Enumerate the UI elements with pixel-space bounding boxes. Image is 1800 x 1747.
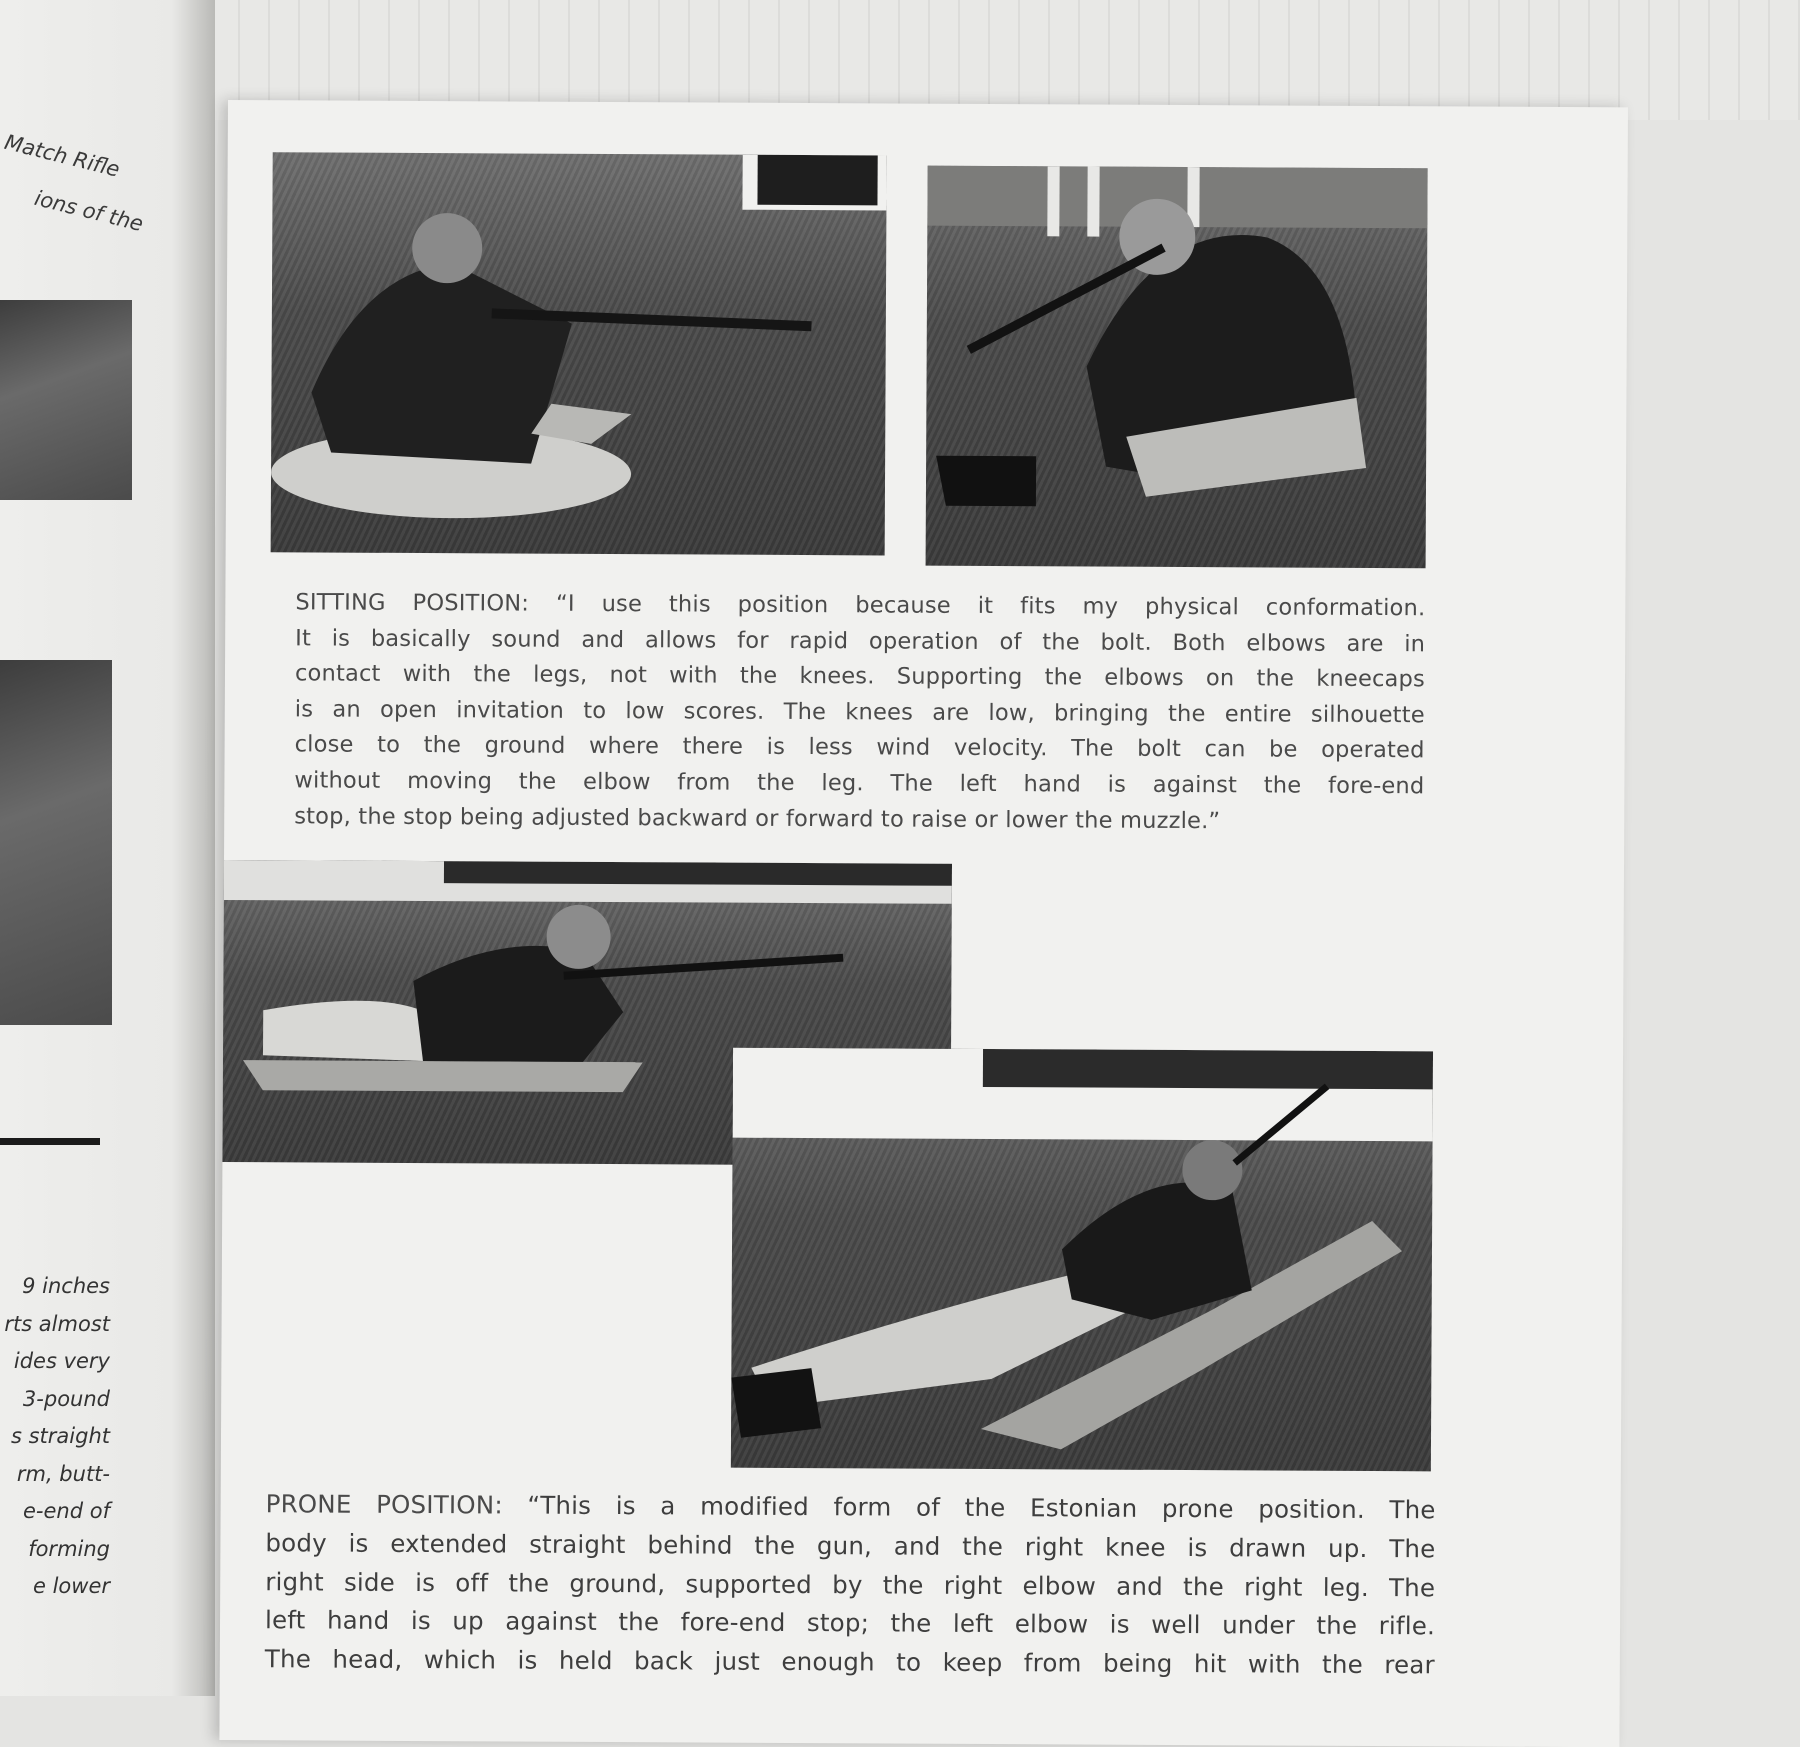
left-col-line: ides very: [13, 1349, 110, 1373]
prone-caption: [265, 1485, 1436, 1685]
left-col-line: 9 inches: [22, 1274, 110, 1298]
left-divider: [0, 1138, 100, 1145]
sitting-caption-line: stop, the stop being adjusted backward or forward to raise or lower the muzzle.”: [294, 802, 1221, 834]
left-photo-bottom: [0, 660, 112, 1025]
sitting-caption-line-1: [295, 585, 1425, 627]
left-page: [0, 0, 215, 1696]
prone-caption-lead: PRONE POSITION:: [265, 1489, 503, 1520]
prone-caption-line: The head, which is held back just enough to keep from being hit with the rear: [264, 1644, 1435, 1680]
left-photo-top: [0, 300, 132, 500]
left-column-text: [0, 1268, 110, 1606]
sitting-photo-side: [926, 166, 1428, 569]
caption-text: “This is a modified form of the Estonian prone position. The: [527, 1490, 1436, 1525]
left-top-text-2: ions of the: [32, 186, 146, 237]
sitting-caption-line: is an open invitation to low scores. The knees are low, bringing the entire silhouette: [294, 696, 1425, 729]
left-col-line: rts almost: [4, 1311, 110, 1336]
left-col-line: e lower: [32, 1574, 110, 1598]
prone-caption-line: left hand is up against the fore-end stop; the left elbow is well under the rifle.: [264, 1605, 1436, 1641]
left-col-line: s straight: [10, 1424, 110, 1448]
prone-photo-angle: [731, 1048, 1433, 1472]
prone-caption-line: right side is off the ground, supported by the right elbow and the right leg. The: [265, 1566, 1436, 1602]
sitting-caption: [294, 585, 1425, 840]
sitting-caption-line: It is basically sound and allows for rapid operation of the bolt. Both elbows are in: [295, 624, 1426, 657]
left-col-line: rm, butt-: [16, 1461, 110, 1486]
right-page: [219, 100, 1628, 1747]
sitting-caption-line: without moving the elbow from the leg. The left hand is against the fore-end: [294, 767, 1425, 800]
caption-text: “I use this position because it fits my physical conformation.: [555, 590, 1426, 622]
left-col-line: 3-pound: [22, 1386, 110, 1411]
sitting-caption-line: close to the ground where there is less wind velocity. The bolt can be operated: [294, 731, 1425, 764]
sitting-photo-front: [271, 152, 887, 555]
prone-caption-line: body is extended straight behind the gun, and the right knee is drawn up. The: [265, 1528, 1436, 1564]
left-top-text-1: Match Rifle: [2, 130, 123, 182]
left-col-line: forming: [28, 1536, 110, 1561]
sitting-caption-lead: SITTING POSITION:: [295, 589, 530, 617]
sitting-caption-line: contact with the legs, not with the knees. Supporting the elbows on the kneecaps: [294, 660, 1426, 693]
left-col-line: e-end of: [23, 1499, 110, 1523]
prone-caption-line-1: [266, 1485, 1436, 1530]
